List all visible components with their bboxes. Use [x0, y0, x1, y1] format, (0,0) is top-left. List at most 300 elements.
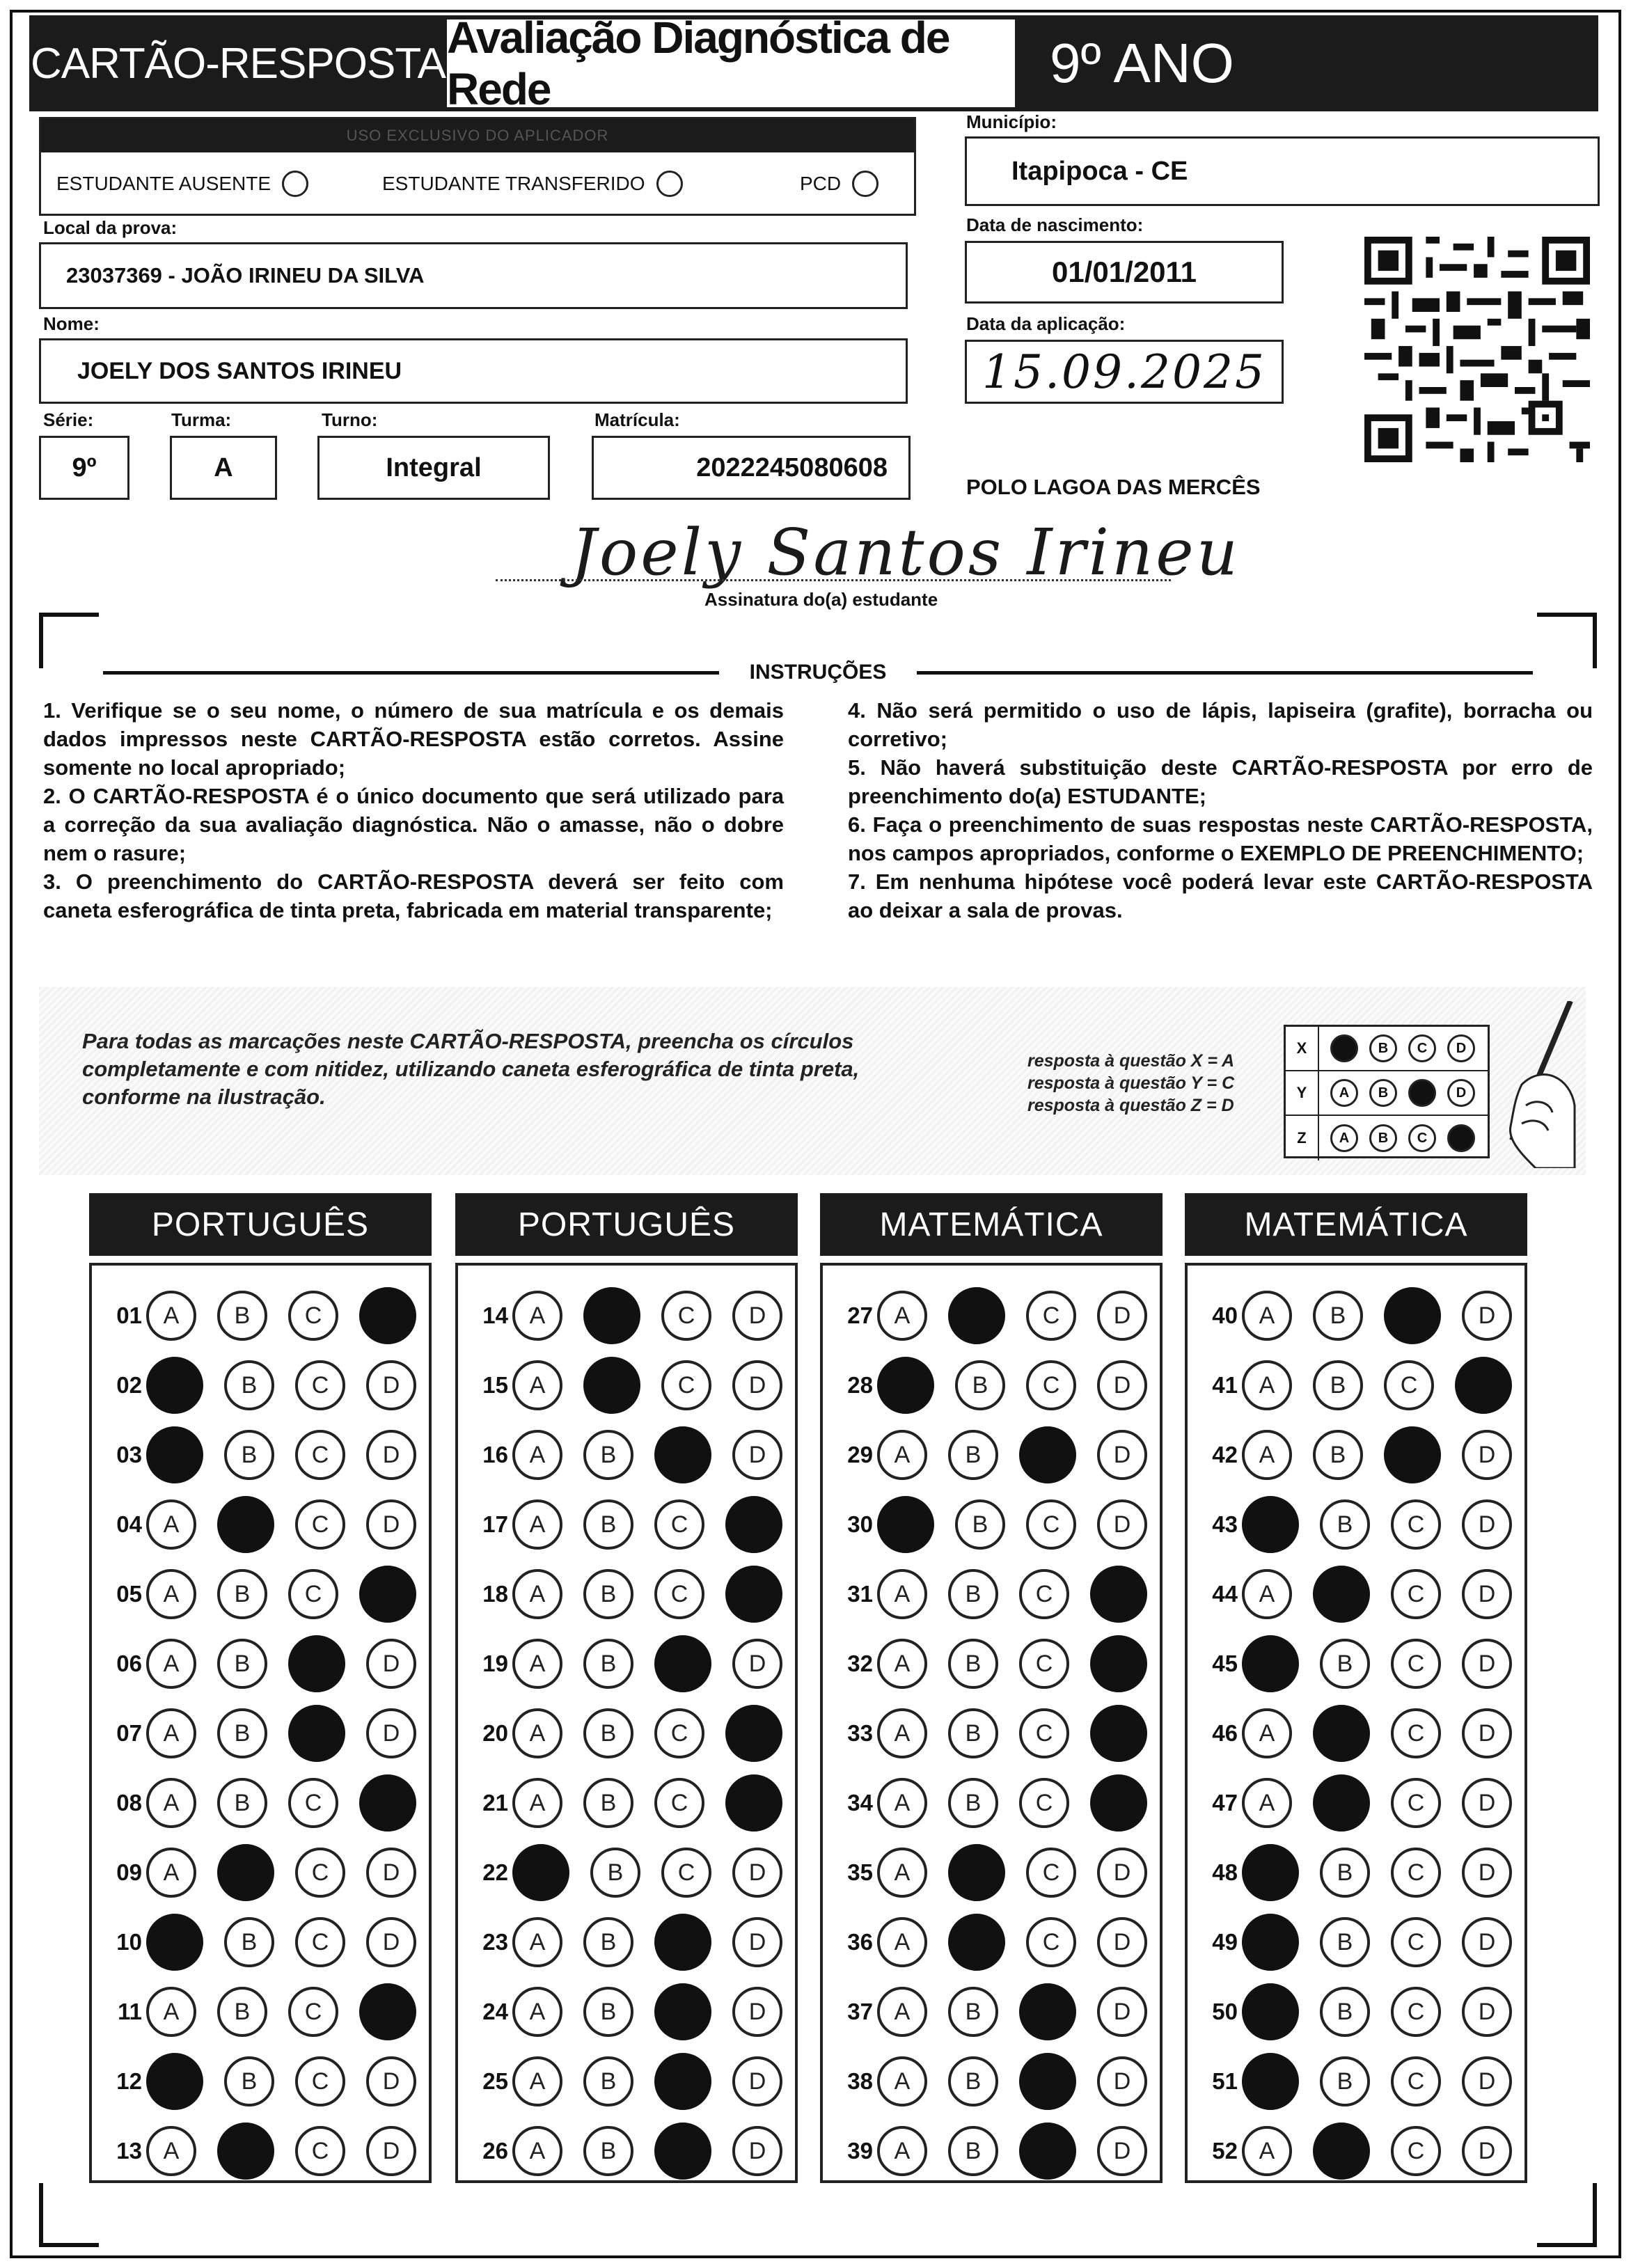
answer-bubble-b[interactable]: B	[583, 1569, 633, 1619]
answer-bubble-c[interactable]	[1019, 1426, 1076, 1483]
answer-bubble-d[interactable]: D	[1097, 1987, 1147, 2037]
answer-bubble-d[interactable]: D	[1462, 1708, 1512, 1758]
answer-bubble-b[interactable]	[1313, 1774, 1370, 1832]
question-number: 07	[116, 1720, 142, 1746]
answer-bubble-b[interactable]: B	[955, 1360, 1005, 1410]
question-number: 16	[482, 1442, 508, 1467]
answer-bubble-d[interactable]: D	[732, 1430, 782, 1480]
answer-bubble-b[interactable]: B	[1313, 1430, 1363, 1480]
question-row	[1188, 1490, 1524, 1559]
answer-bubble-a[interactable]	[146, 1914, 203, 1971]
example-bubble-a	[1330, 1034, 1358, 1062]
answer-bubble-c[interactable]: C	[1391, 1778, 1441, 1828]
answer-bubble-b[interactable]	[948, 1914, 1005, 1971]
question-row	[458, 1490, 795, 1559]
answer-bubble-b[interactable]: B	[948, 2126, 998, 2176]
answer-bubble-d[interactable]: D	[1097, 1291, 1147, 1341]
answer-bubble-a[interactable]: A	[1242, 2126, 1292, 2176]
answer-bubble-a[interactable]	[146, 1357, 203, 1414]
answer-bubble-d[interactable]	[725, 1774, 782, 1832]
answer-bubble-c[interactable]: C	[1019, 1569, 1069, 1619]
question-row	[458, 1281, 795, 1350]
answer-bubble-d[interactable]	[725, 1566, 782, 1623]
answer-bubble-c[interactable]: C	[295, 1499, 345, 1550]
question-row	[823, 1699, 1160, 1768]
answer-bubble-d[interactable]: D	[1097, 1430, 1147, 1480]
answer-bubble-c[interactable]: C	[295, 1848, 345, 1898]
answer-bubble-a[interactable]: A	[877, 1778, 927, 1828]
answer-bubble-b[interactable]: B	[583, 1430, 633, 1480]
pcd-option[interactable]	[800, 171, 878, 197]
answer-bubble-c[interactable]	[1384, 1287, 1441, 1344]
answer-bubble-b[interactable]: B	[948, 1430, 998, 1480]
answer-bubble-c[interactable]: C	[1019, 1778, 1069, 1828]
example-legend-x: resposta à questão X = A	[1027, 1051, 1235, 1071]
answer-bubble-d[interactable]: D	[1462, 2126, 1512, 2176]
answer-bubble-d[interactable]	[1090, 1566, 1147, 1623]
hand-with-pen-icon	[1494, 1001, 1577, 1168]
answer-bubble-b[interactable]: B	[224, 1430, 274, 1480]
question-number: 13	[116, 2138, 142, 2164]
question-number: 38	[847, 2068, 873, 2094]
answer-bubble-d[interactable]	[725, 1496, 782, 1553]
nascimento-value: 01/01/2011	[1052, 255, 1197, 288]
question-number: 47	[1212, 1790, 1238, 1816]
example-text: Para todas as marcações neste CARTÃO-RESPOSTA, preencha os círculos completamente e com nitidez, utilizando caneta esferográfica de tinta preta, conforme na ilustração.	[82, 1029, 860, 1109]
answer-bubble-a[interactable]	[877, 1496, 934, 1553]
serie-field	[39, 436, 129, 500]
answer-bubble-c[interactable]: C	[661, 1291, 711, 1341]
question-row	[458, 1420, 795, 1490]
answer-bubble-d[interactable]: D	[1462, 1917, 1512, 1967]
serie-value: 9º	[72, 452, 97, 482]
answer-bubble-b[interactable]: B	[217, 1639, 267, 1689]
answer-bubble-d[interactable]: D	[1462, 1848, 1512, 1898]
section-header-1: PORTUGUÊS	[89, 1193, 432, 1256]
pcd-label: PCD	[800, 173, 842, 194]
answer-block-2	[455, 1263, 798, 2183]
answer-bubble-a[interactable]: A	[877, 1708, 927, 1758]
answer-bubble-c[interactable]: C	[661, 1848, 711, 1898]
answer-bubble-d[interactable]: D	[1462, 1291, 1512, 1341]
answer-bubble-c[interactable]: C	[1026, 1848, 1076, 1898]
instructions-heading	[103, 653, 1533, 692]
answer-bubble-c[interactable]: C	[1391, 1848, 1441, 1898]
answer-bubble-d[interactable]: D	[1097, 2056, 1147, 2106]
answer-bubble-c[interactable]: C	[654, 1778, 704, 1828]
question-row	[92, 1281, 429, 1350]
answer-bubble-b[interactable]: B	[217, 1778, 267, 1828]
answer-bubble-c[interactable]: C	[1391, 1569, 1441, 1619]
answer-bubble-d[interactable]: D	[1097, 2126, 1147, 2176]
answer-bubble-d[interactable]: D	[732, 1848, 782, 1898]
absent-circle[interactable]	[282, 171, 308, 197]
answer-bubble-c[interactable]: C	[661, 1360, 711, 1410]
answer-bubble-b[interactable]: B	[224, 1360, 274, 1410]
answer-bubble-b[interactable]: B	[583, 1708, 633, 1758]
answer-bubble-a[interactable]: A	[512, 2056, 562, 2106]
answer-bubble-a[interactable]: A	[512, 1987, 562, 2037]
matricula-field	[592, 436, 911, 500]
answer-bubble-b[interactable]	[1313, 1566, 1370, 1623]
answer-bubble-c[interactable]: C	[1026, 1917, 1076, 1967]
question-number: 33	[847, 1720, 873, 1746]
answer-bubble-a[interactable]: A	[1242, 1708, 1292, 1758]
answer-bubble-c[interactable]	[654, 1914, 711, 1971]
answer-bubble-a[interactable]	[877, 1357, 934, 1414]
answer-bubble-a[interactable]: A	[512, 1917, 562, 1967]
answer-bubble-b[interactable]	[217, 1496, 274, 1553]
answer-bubble-a[interactable]: A	[512, 1291, 562, 1341]
answer-bubble-b[interactable]: B	[1320, 1987, 1370, 2037]
absent-option[interactable]	[56, 171, 308, 197]
answer-bubble-b[interactable]: B	[1320, 1917, 1370, 1967]
question-row	[1188, 1281, 1524, 1350]
answer-bubble-b[interactable]: B	[955, 1499, 1005, 1550]
question-number: 19	[482, 1651, 508, 1676]
question-number: 40	[1212, 1302, 1238, 1328]
answer-bubble-c[interactable]	[1019, 2123, 1076, 2180]
answer-bubble-a[interactable]: A	[512, 1569, 562, 1619]
answer-bubble-d[interactable]: D	[366, 1917, 416, 1967]
answer-bubble-c[interactable]	[288, 1705, 345, 1762]
answer-bubble-d[interactable]: D	[366, 1639, 416, 1689]
example-row-key: Y	[1286, 1071, 1319, 1115]
answer-bubble-b[interactable]: B	[224, 1917, 274, 1967]
question-row	[92, 1420, 429, 1490]
answer-bubble-c[interactable]	[654, 1426, 711, 1483]
answer-bubble-c[interactable]: C	[1026, 1360, 1076, 1410]
answer-bubble-b[interactable]: B	[1320, 1639, 1370, 1689]
question-number: 45	[1212, 1651, 1238, 1676]
answer-bubble-c[interactable]	[1019, 2053, 1076, 2110]
answer-bubble-b[interactable]: B	[583, 1778, 633, 1828]
answer-bubble-c[interactable]: C	[295, 1917, 345, 1967]
answer-bubble-a[interactable]: A	[146, 1569, 196, 1619]
answer-bubble-a[interactable]	[1242, 1635, 1299, 1692]
answer-bubble-b[interactable]: B	[1320, 1848, 1370, 1898]
answer-bubble-c[interactable]: C	[288, 1778, 338, 1828]
answer-bubble-b[interactable]: B	[217, 1569, 267, 1619]
answer-bubble-a[interactable]: A	[877, 1987, 927, 2037]
answer-bubble-b[interactable]: B	[1320, 1499, 1370, 1550]
answer-bubble-c[interactable]: C	[654, 1499, 704, 1550]
question-number: 23	[482, 1929, 508, 1955]
answer-bubble-a[interactable]: A	[146, 1291, 196, 1341]
answer-bubble-c[interactable]: C	[1019, 1708, 1069, 1758]
instruction-7: 7. Em nenhuma hipótese você poderá levar este CARTÃO-RESPOSTA ao deixar a sala de provas.	[848, 869, 1593, 922]
answer-bubble-b[interactable]	[583, 1287, 640, 1344]
answer-bubble-d[interactable]	[1455, 1357, 1512, 1414]
answer-bubble-a[interactable]: A	[1242, 1430, 1292, 1480]
answer-bubble-c[interactable]: C	[295, 2126, 345, 2176]
question-number: 37	[847, 1999, 873, 2024]
example-row-key: X	[1286, 1027, 1319, 1070]
question-row	[458, 1350, 795, 1420]
example-row	[1286, 1116, 1488, 1160]
answer-bubble-a[interactable]	[1242, 1983, 1299, 2040]
answer-bubble-d[interactable]: D	[1462, 1778, 1512, 1828]
answer-bubble-c[interactable]: C	[1391, 1987, 1441, 2037]
answer-bubble-a[interactable]: A	[146, 1708, 196, 1758]
answer-bubble-a[interactable]: A	[146, 1987, 196, 2037]
answer-bubble-d[interactable]	[359, 1566, 416, 1623]
question-number: 14	[482, 1302, 508, 1328]
answer-bubble-c[interactable]: C	[1391, 1499, 1441, 1550]
question-number: 48	[1212, 1859, 1238, 1885]
answer-bubble-b[interactable]	[217, 2123, 274, 2180]
answer-bubble-b[interactable]: B	[217, 1291, 267, 1341]
municipio-value: Itapipoca - CE	[1011, 156, 1188, 186]
answer-bubble-a[interactable]	[1242, 1496, 1299, 1553]
answer-bubble-a[interactable]: A	[877, 1291, 927, 1341]
answer-bubble-d[interactable]: D	[732, 1917, 782, 1967]
example-bubble-b: B	[1369, 1079, 1397, 1107]
answer-bubble-a[interactable]	[1242, 2053, 1299, 2110]
answer-bubble-c[interactable]: C	[1019, 1639, 1069, 1689]
example-row	[1286, 1071, 1488, 1116]
answer-bubble-b[interactable]	[583, 1357, 640, 1414]
answer-bubble-d[interactable]: D	[366, 2056, 416, 2106]
answer-bubble-b[interactable]: B	[948, 1708, 998, 1758]
answer-bubble-b[interactable]	[217, 1844, 274, 1901]
answer-bubble-a[interactable]: A	[512, 1778, 562, 1828]
answer-bubble-d[interactable]: D	[366, 1360, 416, 1410]
local-value: 23037369 - JOÃO IRINEU DA SILVA	[66, 263, 425, 288]
answer-block-4	[1185, 1263, 1527, 2183]
nome-value: JOELY DOS SANTOS IRINEU	[77, 357, 402, 384]
answer-bubble-a[interactable]: A	[877, 1569, 927, 1619]
answer-bubble-d[interactable]: D	[1097, 1360, 1147, 1410]
answer-bubble-c[interactable]	[654, 2053, 711, 2110]
answer-bubble-b[interactable]: B	[583, 1639, 633, 1689]
answer-bubble-d[interactable]: D	[1462, 2056, 1512, 2106]
section-header-3: MATEMÁTICA	[820, 1193, 1163, 1256]
answer-bubble-b[interactable]: B	[590, 1848, 640, 1898]
answer-bubble-a[interactable]	[146, 2053, 203, 2110]
question-number: 46	[1212, 1720, 1238, 1746]
answer-bubble-d[interactable]: D	[732, 2126, 782, 2176]
turma-label: Turma:	[171, 409, 232, 430]
question-number: 43	[1212, 1511, 1238, 1537]
question-row	[92, 2047, 429, 2116]
answer-bubble-c[interactable]: C	[1391, 2126, 1441, 2176]
grade-title: 9º ANO	[1015, 15, 1598, 111]
answer-bubble-c[interactable]: C	[295, 2056, 345, 2106]
example-bubble-b: B	[1369, 1124, 1397, 1152]
nome-label: Nome:	[43, 313, 100, 334]
answer-bubble-b[interactable]: B	[948, 2056, 998, 2106]
answer-bubble-c[interactable]: C	[295, 1360, 345, 1410]
instruction-5: 5. Não haverá substituição deste CARTÃO-RESPOSTA por erro de preenchimento do(a) ESTUDANTE;	[848, 755, 1593, 808]
question-row	[458, 1629, 795, 1699]
card-title: CARTÃO-RESPOSTA	[29, 15, 447, 111]
answer-bubble-c[interactable]: C	[1391, 2056, 1441, 2106]
answer-bubble-d[interactable]	[1090, 1705, 1147, 1762]
answer-bubble-c[interactable]	[288, 1635, 345, 1692]
answer-bubble-c[interactable]: C	[1384, 1360, 1434, 1410]
question-number: 22	[482, 1859, 508, 1885]
question-row	[1188, 2047, 1524, 2116]
answer-bubble-a[interactable]	[146, 1426, 203, 1483]
question-number: 50	[1212, 1999, 1238, 2024]
question-number: 36	[847, 1929, 873, 1955]
answer-bubble-a[interactable]: A	[146, 1499, 196, 1550]
transferred-circle[interactable]	[656, 171, 683, 197]
example-bubble-d: D	[1447, 1079, 1475, 1107]
answer-bubble-d[interactable]: D	[366, 1430, 416, 1480]
answer-bubble-a[interactable]: A	[877, 1639, 927, 1689]
answer-bubble-b[interactable]	[948, 1287, 1005, 1344]
answer-bubble-c[interactable]: C	[1391, 1708, 1441, 1758]
question-number: 26	[482, 2138, 508, 2164]
answer-bubble-d[interactable]: D	[1097, 1499, 1147, 1550]
answer-bubble-b[interactable]: B	[583, 2056, 633, 2106]
question-row	[458, 1838, 795, 1907]
question-row	[823, 1559, 1160, 1629]
answer-bubble-b[interactable]: B	[583, 1917, 633, 1967]
answer-bubble-b[interactable]	[1313, 2123, 1370, 2180]
polo-label: POLO LAGOA DAS MERCÊS	[966, 475, 1261, 499]
answer-bubble-b[interactable]: B	[583, 1499, 633, 1550]
answer-bubble-c[interactable]: C	[1391, 1917, 1441, 1967]
local-label: Local da prova:	[43, 217, 178, 238]
answer-bubble-b[interactable]: B	[1320, 2056, 1370, 2106]
answer-bubble-d[interactable]: D	[1462, 1639, 1512, 1689]
answer-bubble-d[interactable]	[725, 1705, 782, 1762]
question-number: 12	[116, 2068, 142, 2094]
answer-bubble-b[interactable]: B	[1313, 1360, 1363, 1410]
answer-bubble-c[interactable]: C	[288, 1569, 338, 1619]
example-bubble-c	[1408, 1079, 1436, 1107]
answer-bubble-c[interactable]: C	[288, 1987, 338, 2037]
transferred-option[interactable]	[382, 171, 683, 197]
answer-bubble-a[interactable]: A	[146, 2126, 196, 2176]
answer-bubble-a[interactable]: A	[1242, 1291, 1292, 1341]
answer-bubble-d[interactable]: D	[366, 1708, 416, 1758]
answer-bubble-c[interactable]	[654, 1983, 711, 2040]
answer-bubble-c[interactable]: C	[1391, 1639, 1441, 1689]
answer-bubble-d[interactable]: D	[1462, 1987, 1512, 2037]
answer-bubble-b[interactable]: B	[583, 2126, 633, 2176]
answer-bubble-a[interactable]: A	[146, 1778, 196, 1828]
answer-bubble-a[interactable]: A	[512, 2126, 562, 2176]
answer-bubble-c[interactable]: C	[1026, 1499, 1076, 1550]
answer-bubble-d[interactable]: D	[1097, 1917, 1147, 1967]
question-row	[823, 1838, 1160, 1907]
answer-bubble-c[interactable]: C	[1026, 1291, 1076, 1341]
question-row	[823, 1768, 1160, 1838]
answer-bubble-c[interactable]: C	[654, 1569, 704, 1619]
answer-bubble-d[interactable]: D	[1462, 1499, 1512, 1550]
answer-bubble-a[interactable]: A	[877, 1848, 927, 1898]
answer-bubble-d[interactable]	[359, 1774, 416, 1832]
question-number: 10	[116, 1929, 142, 1955]
answer-bubble-a[interactable]	[1242, 1914, 1299, 1971]
answer-bubble-d[interactable]: D	[1462, 1569, 1512, 1619]
question-row	[1188, 1350, 1524, 1420]
answer-bubble-c[interactable]: C	[654, 1708, 704, 1758]
answer-bubble-a[interactable]: A	[512, 1639, 562, 1689]
section-header-4: MATEMÁTICA	[1185, 1193, 1527, 1256]
answer-bubble-a[interactable]: A	[1242, 1778, 1292, 1828]
answer-bubble-d[interactable]: D	[366, 1848, 416, 1898]
aplicacao-value: 15.09.2025	[982, 345, 1266, 399]
answer-bubble-a[interactable]: A	[877, 1430, 927, 1480]
answer-bubble-a[interactable]	[1242, 1844, 1299, 1901]
answer-bubble-c[interactable]: C	[295, 1430, 345, 1480]
answer-bubble-d[interactable]	[359, 1983, 416, 2040]
question-number: 30	[847, 1511, 873, 1537]
answer-bubble-d[interactable]	[1090, 1635, 1147, 1692]
answer-bubble-d[interactable]: D	[366, 2126, 416, 2176]
answer-bubble-d[interactable]: D	[732, 1639, 782, 1689]
question-row	[1188, 1699, 1524, 1768]
answer-bubble-b[interactable]: B	[948, 1569, 998, 1619]
answer-bubble-b[interactable]: B	[948, 1987, 998, 2037]
question-number: 08	[116, 1790, 142, 1816]
answer-bubble-d[interactable]: D	[1462, 1430, 1512, 1480]
answer-bubble-a[interactable]	[512, 1844, 569, 1901]
answer-bubble-d[interactable]	[1090, 1774, 1147, 1832]
signature-line	[496, 579, 1171, 581]
answer-block-1	[89, 1263, 432, 2183]
answer-bubble-d[interactable]	[359, 1287, 416, 1344]
answer-bubble-a[interactable]: A	[146, 1848, 196, 1898]
answer-bubble-c[interactable]	[1384, 1426, 1441, 1483]
local-field	[39, 242, 908, 309]
answer-bubble-d[interactable]: D	[732, 2056, 782, 2106]
answer-bubble-a[interactable]: A	[877, 2126, 927, 2176]
answer-bubble-c[interactable]	[654, 1635, 711, 1692]
question-number: 03	[116, 1442, 142, 1467]
answer-bubble-a[interactable]: A	[512, 1499, 562, 1550]
answer-bubble-b[interactable]: B	[948, 1639, 998, 1689]
answer-bubble-b[interactable]: B	[217, 1987, 267, 2037]
answer-bubble-b[interactable]: B	[217, 1708, 267, 1758]
question-number: 24	[482, 1999, 508, 2024]
answer-bubble-c[interactable]	[1019, 1983, 1076, 2040]
answer-bubble-b[interactable]	[1313, 1705, 1370, 1762]
answer-bubble-a[interactable]: A	[1242, 1360, 1292, 1410]
answer-bubble-a[interactable]: A	[877, 1917, 927, 1967]
answer-bubble-a[interactable]: A	[512, 1708, 562, 1758]
answer-bubble-d[interactable]: D	[732, 1987, 782, 2037]
answer-bubble-b[interactable]: B	[1313, 1291, 1363, 1341]
answer-bubble-d[interactable]: D	[732, 1360, 782, 1410]
example-bubble-b: B	[1369, 1034, 1397, 1062]
answer-bubble-b[interactable]: B	[583, 1987, 633, 2037]
question-number: 09	[116, 1859, 142, 1885]
question-row	[92, 2116, 429, 2186]
answer-bubble-b[interactable]: B	[948, 1778, 998, 1828]
answer-bubble-d[interactable]: D	[1097, 1848, 1147, 1898]
answer-bubble-a[interactable]: A	[877, 2056, 927, 2106]
answer-bubble-c[interactable]	[654, 2123, 711, 2180]
question-number: 28	[847, 1372, 873, 1398]
question-row	[92, 1490, 429, 1559]
answer-bubble-b[interactable]	[948, 1844, 1005, 1901]
answer-bubble-b[interactable]: B	[224, 2056, 274, 2106]
answer-bubble-d[interactable]: D	[732, 1291, 782, 1341]
answer-bubble-d[interactable]: D	[366, 1499, 416, 1550]
answer-bubble-a[interactable]: A	[146, 1639, 196, 1689]
answer-bubble-a[interactable]: A	[1242, 1569, 1292, 1619]
answer-bubble-c[interactable]: C	[288, 1291, 338, 1341]
pcd-circle[interactable]	[852, 171, 878, 197]
answer-bubble-a[interactable]: A	[512, 1430, 562, 1480]
answer-bubble-a[interactable]: A	[512, 1360, 562, 1410]
